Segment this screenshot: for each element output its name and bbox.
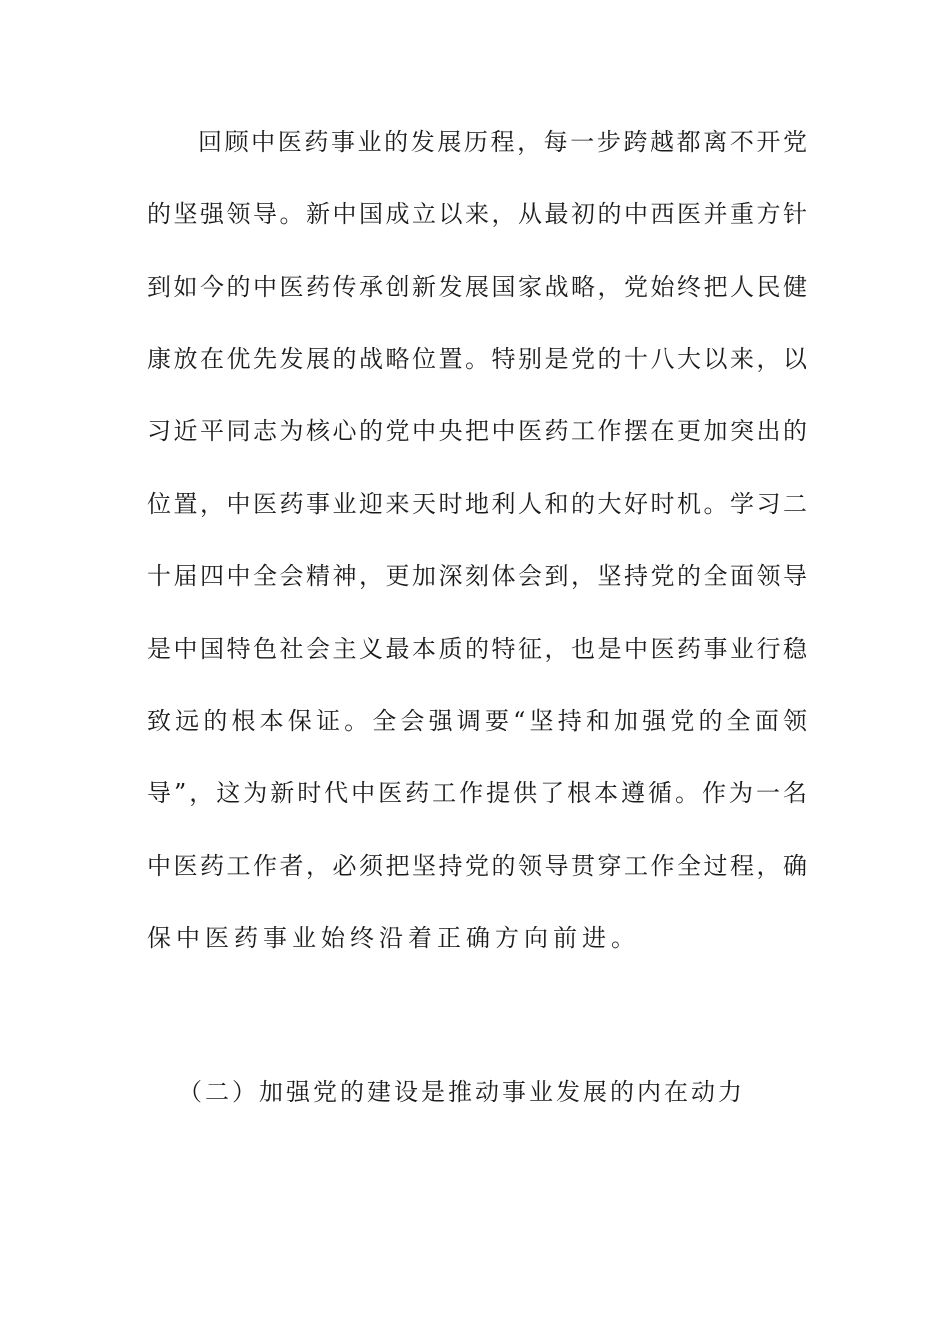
paragraph-line-10: 导”，这为新时代中医药工作提供了根本遵循。作为一名 [147, 779, 807, 807]
section-heading: （二）加强党的建设是推动事业发展的内在动力 [178, 1078, 745, 1106]
paragraph-line-4: 康放在优先发展的战略位置。特别是党的十八大以来，以 [147, 345, 807, 373]
paragraph-line-5: 习近平同志为核心的党中央把中医药工作摆在更加突出的 [147, 417, 807, 445]
paragraph-line-12: 保中医药事业始终沿着正确方向前进。 [147, 924, 640, 952]
paragraph-line-11: 中医药工作者，必须把坚持党的领导贯穿工作全过程，确 [147, 852, 807, 880]
paragraph-line-1: 回顾中医药事业的发展历程，每一步跨越都离不开党 [198, 128, 807, 156]
paragraph-line-3: 到如今的中医药传承创新发展国家战略，党始终把人民健 [147, 273, 807, 301]
paragraph-line-6: 位置，中医药事业迎来天时地利人和的大好时机。学习二 [147, 490, 807, 518]
paragraph-line-2: 的坚强领导。新中国成立以来，从最初的中西医并重方针 [147, 200, 807, 228]
paragraph-line-8: 是中国特色社会主义最本质的特征，也是中医药事业行稳 [147, 635, 807, 663]
paragraph-line-7: 十届四中全会精神，更加深刻体会到，坚持党的全面领导 [147, 562, 807, 590]
paragraph-line-9: 致远的根本保证。全会强调要“坚持和加强党的全面领 [147, 707, 807, 735]
